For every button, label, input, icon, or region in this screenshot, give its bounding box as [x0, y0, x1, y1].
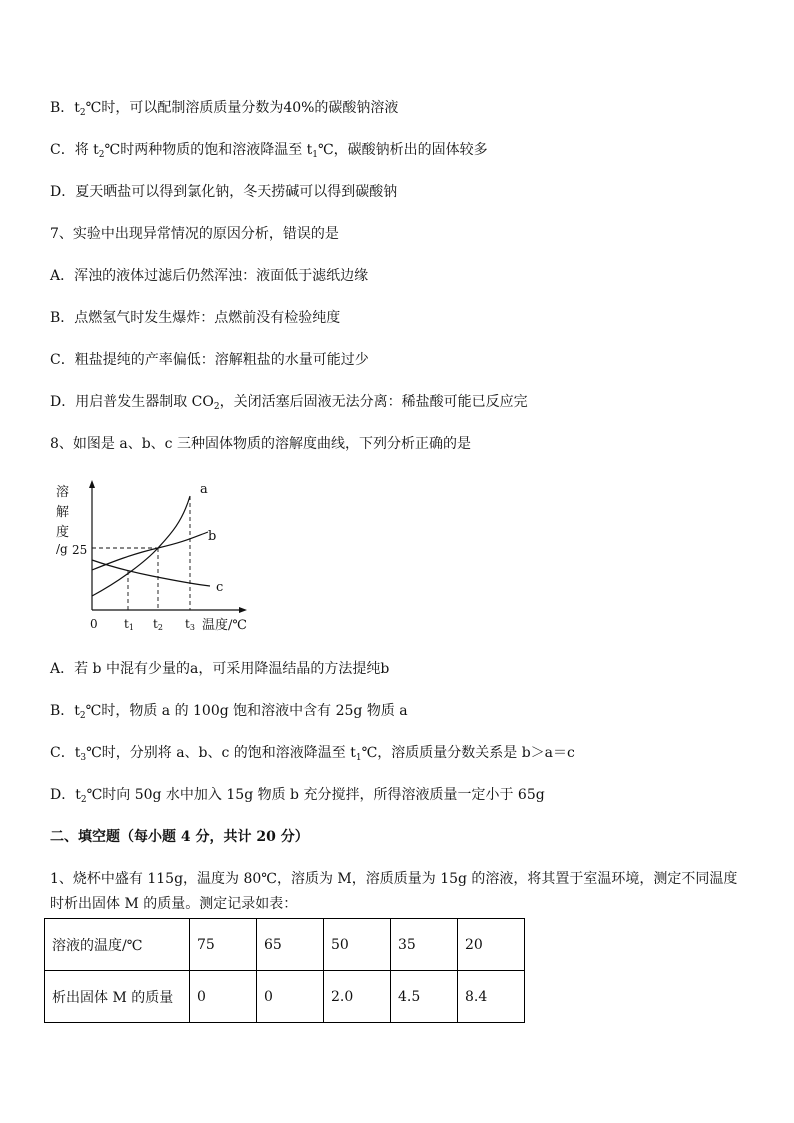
q6-option-b	[50, 98, 398, 118]
y-label-char: 度	[56, 525, 70, 540]
subscript: 1	[312, 150, 319, 160]
subscript: 1	[355, 753, 362, 763]
q6-option-b-pre: B．t	[50, 100, 80, 116]
q8-option-c-pre: C．t	[50, 745, 81, 761]
y-label-char: 溶	[56, 485, 70, 500]
table-cell: 8.4	[458, 971, 525, 1023]
x-axis-label: 温度/℃	[202, 618, 247, 633]
table-row-label: 析出固体 M 的质量	[45, 971, 190, 1023]
origin-label: 0	[90, 617, 98, 631]
q7-option-b: B．点燃氢气时发生爆炸：点燃前没有检验纯度	[50, 310, 341, 326]
y-axis-arrow	[89, 480, 95, 488]
solubility-chart	[52, 478, 252, 638]
record-table	[44, 918, 525, 1023]
table-cell: 50	[324, 919, 391, 971]
x-axis-arrow	[239, 607, 247, 613]
q8-option-a: A．若 b 中混有少量的a，可采用降温结晶的方法提纯b	[50, 661, 390, 677]
q8-option-d	[50, 785, 545, 805]
y-label-char: /g	[56, 542, 68, 556]
q7-option-d-post: ，关闭活塞后固液无法分离：稀盐酸可能已反应完	[219, 394, 528, 410]
q6-option-c-post: ℃，碳酸钠析出的固体较多	[318, 142, 488, 158]
table-row	[45, 971, 525, 1023]
table-row	[45, 919, 525, 971]
q6-option-c	[50, 140, 488, 160]
series-label-b: b	[208, 529, 217, 544]
q8-option-b	[50, 701, 408, 721]
table-cell: 0	[190, 971, 257, 1023]
q7-option-d	[50, 392, 528, 412]
subscript: 2	[79, 108, 86, 118]
q8-option-d-post: ℃时向 50g 水中加入 15g 物质 b 充分搅拌，所得溶液质量一定小于 65g	[86, 787, 545, 803]
q8-option-d-pre: D．t	[50, 787, 81, 803]
q7-option-c: C．粗盐提纯的产率偏低：溶解粗盐的水量可能过少	[50, 352, 369, 368]
x-tick-label: t2	[153, 617, 163, 632]
subscript: 3	[80, 753, 87, 763]
table-row-label: 溶液的温度/℃	[45, 919, 190, 971]
fill-q1-line2: 时析出固体 M 的质量。测定记录如表：	[50, 896, 298, 912]
q8-option-b-post: ℃时，物质 a 的 100g 饱和溶液中含有 25g 物质 a	[85, 703, 408, 719]
y-label-char: 解	[56, 505, 70, 520]
subscript: 2	[98, 150, 105, 160]
q6-option-c-mid: ℃时两种物质的饱和溶液降温至 t	[104, 142, 313, 158]
q6-option-b-post: ℃时，可以配制溶质质量分数为40%的碳酸钠溶液	[85, 100, 399, 116]
q6-option-d: D．夏天晒盐可以得到氯化钠，冬天捞碱可以得到碳酸钠	[50, 184, 398, 200]
curve-c	[92, 560, 210, 586]
q7-stem: 7、实验中出现异常情况的原因分析，错误的是	[50, 226, 339, 242]
section-heading: 二、填空题（每小题 4 分，共计 20 分）	[50, 829, 309, 845]
fill-q1-line1: 1、烧杯中盛有 115g，温度为 80℃，溶质为 M，溶质质量为 15g 的溶液，将其置于室温环境，测定不同温度	[50, 871, 738, 887]
q6-option-c-pre: C．将 t	[50, 142, 99, 158]
y-tick-label: 25	[72, 543, 88, 557]
q8-option-c-post: ℃，溶质质量分数关系是 b＞a＝c	[361, 745, 575, 761]
table-cell: 65	[257, 919, 324, 971]
table-cell: 2.0	[324, 971, 391, 1023]
table-cell: 4.5	[391, 971, 458, 1023]
q7-option-d-pre: D．用启普发生器制取 CO	[50, 394, 214, 410]
curve-b	[92, 532, 208, 570]
q8-option-c	[50, 743, 575, 763]
x-tick-label: t3	[185, 617, 195, 632]
table-cell: 75	[190, 919, 257, 971]
q8-option-c-mid: ℃时，分别将 a、b、c 的饱和溶液降温至 t	[86, 745, 356, 761]
x-tick-label: t1	[124, 617, 134, 632]
table-cell: 0	[257, 971, 324, 1023]
subscript: 2	[80, 795, 87, 805]
subscript: 2	[213, 402, 220, 412]
table-cell: 20	[458, 919, 525, 971]
series-label-a: a	[200, 482, 208, 497]
q8-stem: 8、如图是 a、b、c 三种固体物质的溶解度曲线，下列分析正确的是	[50, 436, 471, 452]
q8-option-b-pre: B．t	[50, 703, 80, 719]
series-label-c: c	[216, 580, 224, 595]
q7-option-a: A．浑浊的液体过滤后仍然浑浊：液面低于滤纸边缘	[50, 268, 369, 284]
subscript: 2	[79, 711, 86, 721]
table-cell: 35	[391, 919, 458, 971]
